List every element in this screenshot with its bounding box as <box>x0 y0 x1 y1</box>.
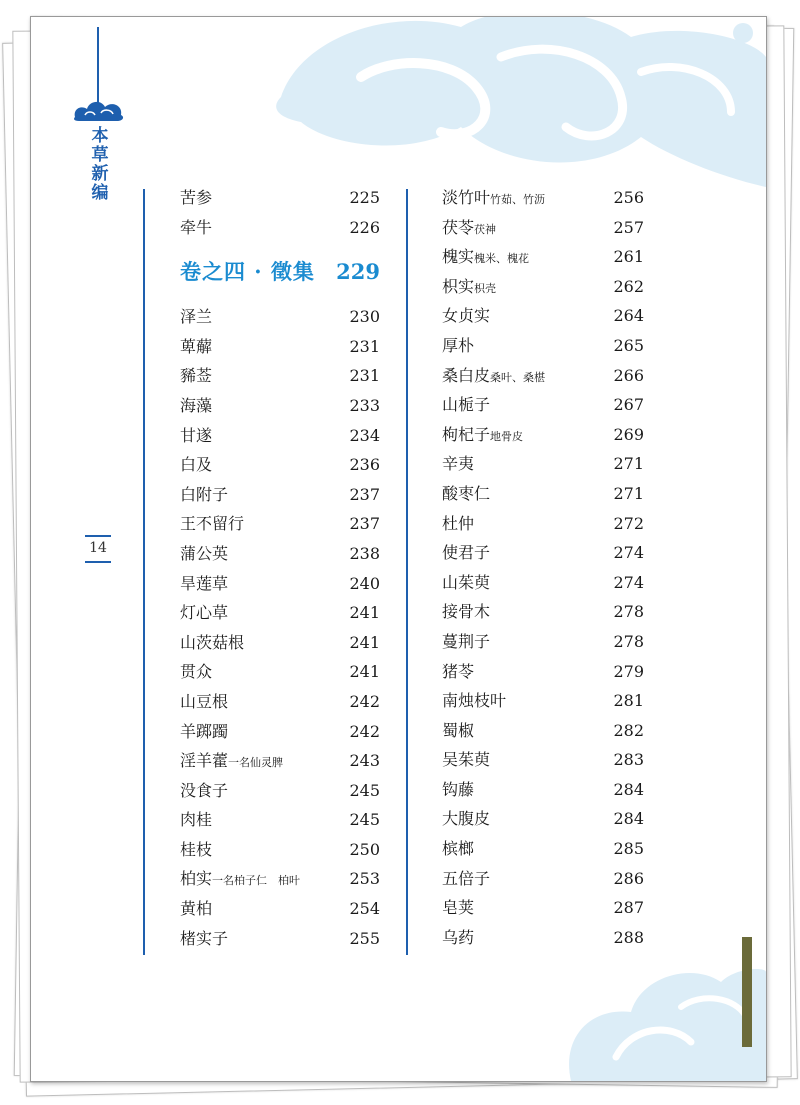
toc-entry <box>442 390 644 420</box>
entry-page: 256 <box>613 188 644 207</box>
entry-name <box>180 746 283 778</box>
entry-name <box>442 390 490 420</box>
entry-name-text: 乌药 <box>442 927 475 947</box>
entry-name-text: 辛夷 <box>442 454 475 474</box>
toc-entry <box>442 893 644 923</box>
entry-name <box>180 539 228 569</box>
entry-name <box>442 538 490 568</box>
entry-name <box>180 302 212 332</box>
entry-page: 284 <box>613 809 644 829</box>
entry-name <box>442 183 545 215</box>
entry-name-text: 桑白皮 <box>442 365 491 385</box>
entry-name <box>180 657 212 687</box>
column-rule-middle <box>406 189 408 955</box>
entry-page: 250 <box>349 839 380 859</box>
entry-name-text: 海藻 <box>180 395 213 415</box>
entry-name <box>180 569 228 599</box>
entry-name <box>442 242 529 274</box>
entry-name <box>180 509 244 539</box>
folio-rule-bottom <box>85 561 111 563</box>
entry-page: 284 <box>613 779 644 799</box>
toc-entry <box>442 420 644 450</box>
toc-entry <box>442 568 644 598</box>
entry-name <box>442 834 474 864</box>
entry-name-text: 没食子 <box>180 780 229 800</box>
entry-name <box>442 923 474 953</box>
entry-page: 237 <box>349 514 380 534</box>
entry-page: 240 <box>349 573 380 593</box>
entry-name-text: 白附子 <box>180 484 229 504</box>
entry-name <box>180 805 212 835</box>
entry-name <box>442 657 474 687</box>
toc-entry <box>442 213 644 243</box>
toc-entry <box>180 894 380 924</box>
entry-page: 287 <box>613 898 644 918</box>
entry-name-text: 淫羊藿 <box>180 751 229 771</box>
entry-page: 271 <box>613 483 644 503</box>
entry-name <box>180 598 228 628</box>
entry-name-text: 槟榔 <box>442 839 475 859</box>
entry-page: 234 <box>349 425 380 445</box>
toc-entry <box>442 183 644 213</box>
book-page <box>30 16 767 1082</box>
entry-page: 272 <box>613 513 644 533</box>
entry-name <box>180 717 228 747</box>
entry-name-text: 山栀子 <box>442 395 491 415</box>
entry-name <box>442 509 474 539</box>
toc-entry <box>442 361 644 391</box>
entry-name <box>442 745 490 775</box>
entry-page: 230 <box>349 307 380 327</box>
entry-name <box>442 331 474 361</box>
entry-page: 242 <box>349 721 380 741</box>
entry-page: 245 <box>349 810 380 830</box>
toc-entry <box>180 509 380 539</box>
entry-page: 271 <box>613 454 644 474</box>
entry-name <box>442 568 490 598</box>
toc-entry <box>180 924 380 954</box>
entry-name <box>180 628 244 658</box>
entry-name <box>442 893 474 923</box>
toc-entry <box>180 332 380 362</box>
toc-entry <box>442 479 644 509</box>
entry-name <box>180 894 212 924</box>
toc-entry <box>442 597 644 627</box>
toc-entry <box>442 745 644 775</box>
column-rule-left <box>143 189 145 955</box>
toc-entry <box>442 686 644 716</box>
entry-page: 238 <box>349 543 380 563</box>
entry-name <box>442 804 490 834</box>
entry-name-text: 吴茱萸 <box>442 750 491 770</box>
entry-name-text: 豨莶 <box>180 366 213 386</box>
toc-entry <box>180 569 380 599</box>
cloud-icon <box>71 97 127 123</box>
entry-page: 231 <box>349 366 380 386</box>
entry-name-text: 萆薢 <box>180 336 213 356</box>
entry-name-text: 酸枣仁 <box>442 483 491 503</box>
toc-right-column <box>442 183 644 952</box>
entry-note: 桑叶、桑椹 <box>490 370 546 384</box>
entry-page: 281 <box>613 691 644 711</box>
entry-note: 枳壳 <box>474 281 497 295</box>
entry-name <box>442 420 523 452</box>
entry-note: 槐米、槐花 <box>474 252 530 266</box>
entry-name-text: 淡竹叶 <box>442 188 491 207</box>
entry-name <box>180 776 228 806</box>
entry-page: 274 <box>613 543 644 563</box>
entry-page: 253 <box>349 869 380 889</box>
entry-name <box>442 449 474 479</box>
entry-page: 286 <box>613 868 644 888</box>
entry-page: 266 <box>613 365 644 385</box>
toc-entry <box>180 687 380 717</box>
entry-name-text: 泽兰 <box>180 307 213 327</box>
entry-name-text: 大腹皮 <box>442 809 491 829</box>
entry-name <box>442 686 506 716</box>
entry-page: 231 <box>349 336 380 356</box>
entry-name <box>180 391 212 421</box>
entry-name-text: 钩藤 <box>442 779 475 799</box>
folio-rule-top <box>85 535 111 537</box>
page-edge-shadow <box>742 937 752 1047</box>
entry-page: 257 <box>613 217 644 237</box>
entry-page: 237 <box>349 484 380 504</box>
entry-name <box>442 272 496 304</box>
entry-name <box>180 835 212 865</box>
entry-name-text: 槐实 <box>442 247 475 267</box>
cloud-decoration <box>31 17 766 1081</box>
toc-entry <box>442 627 644 657</box>
toc-entry <box>442 804 644 834</box>
entry-page: 282 <box>613 720 644 740</box>
entry-page: 242 <box>349 691 380 711</box>
toc-entry <box>180 776 380 806</box>
entry-name <box>180 421 212 451</box>
entry-name-text: 蜀椒 <box>442 720 475 740</box>
volume-heading <box>180 242 380 302</box>
toc-entry <box>442 923 644 953</box>
entry-page: 245 <box>349 780 380 800</box>
entry-note: 竹茹、竹沥 <box>490 193 546 206</box>
toc-entry <box>180 746 380 776</box>
entry-name-text: 厚朴 <box>442 335 475 355</box>
entry-name-text: 山豆根 <box>180 691 229 711</box>
entry-name <box>442 716 474 746</box>
entry-note: 一名仙灵脾 <box>228 756 284 770</box>
entry-name <box>180 864 300 896</box>
entry-name <box>180 183 212 213</box>
entry-name <box>180 480 228 510</box>
book-title: 本草新编 <box>91 126 109 203</box>
toc-entry <box>442 449 644 479</box>
entry-page: 236 <box>349 455 380 475</box>
entry-page: 233 <box>349 395 380 415</box>
entry-name-text: 羊踯躅 <box>180 721 229 741</box>
entry-page: 278 <box>613 602 644 622</box>
entry-page: 241 <box>349 662 380 682</box>
toc-entry <box>442 272 644 302</box>
entry-name-text: 使君子 <box>442 543 491 563</box>
entry-name-text: 枸杞子 <box>442 424 491 444</box>
entry-name <box>442 301 490 331</box>
toc-entry <box>442 657 644 687</box>
toc-entry <box>180 480 380 510</box>
entry-page: 255 <box>349 928 380 948</box>
entry-page: 254 <box>349 899 380 919</box>
entry-page: 279 <box>613 661 644 681</box>
entry-name-text: 甘遂 <box>180 425 213 445</box>
entry-name-text: 王不留行 <box>180 514 245 534</box>
toc-entry <box>180 717 380 747</box>
entry-name <box>442 597 490 627</box>
toc-entry <box>442 242 644 272</box>
entry-name-text: 苦参 <box>180 188 213 207</box>
entry-page: 226 <box>349 217 380 237</box>
toc-entry <box>180 361 380 391</box>
entry-page: 225 <box>349 188 380 207</box>
entry-name-text: 南烛枝叶 <box>442 691 507 711</box>
entry-name-text: 灯心草 <box>180 603 229 623</box>
volume-page: 229 <box>336 259 380 285</box>
toc-entry <box>442 538 644 568</box>
entry-name-text: 山茨菇根 <box>180 632 245 652</box>
toc-entry <box>180 805 380 835</box>
entry-name-text: 黄柏 <box>180 899 213 919</box>
entry-name-text: 枳实 <box>442 276 475 296</box>
entry-name <box>442 775 474 805</box>
entry-page: 261 <box>613 247 644 267</box>
entry-name-text: 蔓荆子 <box>442 631 491 651</box>
toc-entry <box>180 864 380 894</box>
entry-name-text: 肉桂 <box>180 810 213 830</box>
entry-name-text: 杜仲 <box>442 513 475 533</box>
entry-name-text: 柏实 <box>180 869 213 889</box>
toc-entry <box>442 331 644 361</box>
toc-left-column <box>180 183 380 953</box>
entry-page: 278 <box>613 631 644 651</box>
page-number: 14 <box>89 540 107 556</box>
entry-name-text: 接骨木 <box>442 602 491 622</box>
toc-entry <box>180 539 380 569</box>
toc-entry <box>442 775 644 805</box>
toc-entry <box>180 835 380 865</box>
entry-name-text: 白及 <box>180 455 213 475</box>
entry-page: 269 <box>613 424 644 444</box>
entry-page: 267 <box>613 395 644 415</box>
toc-entry <box>442 509 644 539</box>
toc-entry <box>180 391 380 421</box>
toc-entry <box>180 657 380 687</box>
toc-entry <box>442 301 644 331</box>
entry-page: 264 <box>613 306 644 326</box>
entry-name-text: 卷之四 · 徵集 <box>180 259 315 285</box>
entry-name <box>180 361 212 391</box>
entry-name-text: 蒲公英 <box>180 543 229 563</box>
entry-name-text: 山茱萸 <box>442 572 491 592</box>
entry-name-text: 皂荚 <box>442 898 475 918</box>
entry-name-text: 桂枝 <box>180 839 213 859</box>
entry-name <box>180 332 212 362</box>
entry-page: 285 <box>613 839 644 859</box>
entry-name-text: 贯众 <box>180 662 213 682</box>
entry-note: 地骨皮 <box>490 429 524 443</box>
entry-page: 283 <box>613 750 644 770</box>
toc-entry <box>180 628 380 658</box>
toc-entry <box>180 421 380 451</box>
entry-name <box>180 213 212 243</box>
entry-name-text: 旱莲草 <box>180 573 229 593</box>
entry-page: 241 <box>349 603 380 623</box>
entry-name-text: 女贞实 <box>442 306 491 326</box>
toc-entry <box>442 834 644 864</box>
entry-name-text: 茯苓 <box>442 217 475 237</box>
toc-entry <box>442 716 644 746</box>
entry-name <box>442 864 490 894</box>
entry-name <box>180 687 228 717</box>
toc-entry <box>180 213 380 243</box>
toc-entry <box>180 598 380 628</box>
toc-entry <box>180 450 380 480</box>
entry-page: 243 <box>349 751 380 771</box>
entry-name <box>442 361 545 393</box>
entry-name-text: 猪苓 <box>442 661 475 681</box>
entry-name <box>442 213 496 245</box>
entry-page: 241 <box>349 632 380 652</box>
entry-note: 茯神 <box>474 222 497 236</box>
toc-entry <box>180 302 380 332</box>
entry-name-text: 牵牛 <box>180 217 213 237</box>
entry-name <box>442 479 490 509</box>
entry-note: 一名柏子仁 柏叶 <box>212 874 301 888</box>
volume-title <box>180 242 315 302</box>
entry-name <box>180 450 212 480</box>
entry-name-text: 五倍子 <box>442 868 491 888</box>
entry-page: 262 <box>613 276 644 296</box>
entry-name-text: 楮实子 <box>180 928 229 948</box>
entry-page: 274 <box>613 572 644 592</box>
toc-entry <box>442 864 644 894</box>
entry-name <box>442 627 490 657</box>
entry-name <box>180 924 228 954</box>
toc-entry <box>180 183 380 213</box>
entry-page: 265 <box>613 335 644 355</box>
entry-page: 288 <box>613 927 644 947</box>
